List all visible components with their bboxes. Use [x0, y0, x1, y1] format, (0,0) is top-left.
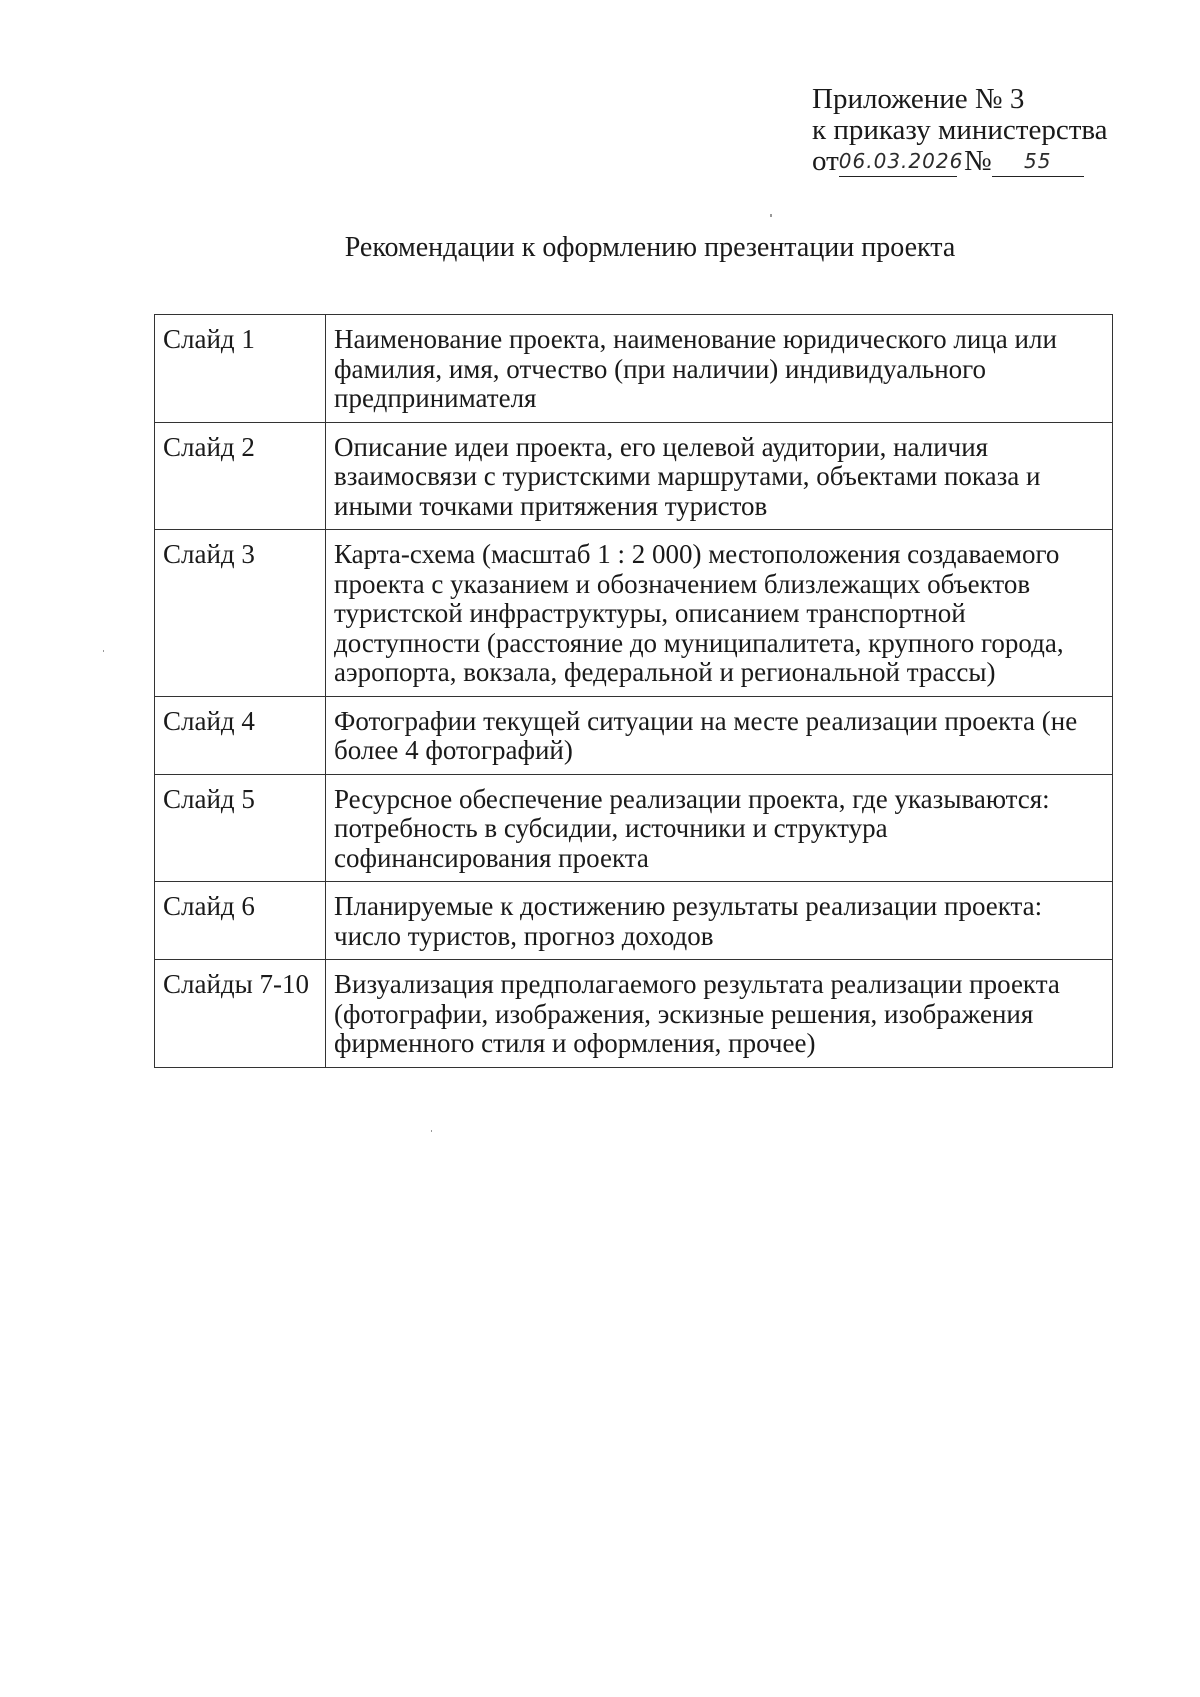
table-row: [155, 774, 1113, 882]
appendix-header: [812, 84, 1112, 177]
document-title: Рекомендации к оформлению презентации проекта: [344, 232, 956, 263]
handwritten-number: 55: [1023, 149, 1052, 173]
scan-speck: [431, 1130, 432, 1132]
table-row: [155, 530, 1113, 697]
slides-table: [154, 314, 1113, 1068]
slide-description-cell: Описание идеи проекта, его целевой аудитории, наличия взаимосвязи с туристскими маршрутами, объектами показа и иными точками притяжения туристов: [326, 422, 1113, 530]
slide-label-cell: Слайд 1: [155, 315, 326, 423]
appendix-order-ref: к приказу министерства: [812, 114, 1108, 146]
slide-description-cell: Наименование проекта, наименование юридического лица или фамилия, имя, отчество (при наличии) индивидуального предпринимателя: [326, 315, 1113, 423]
slide-label-cell: Слайд 3: [155, 530, 326, 697]
date-prefix: от: [812, 145, 839, 177]
table-row: [155, 422, 1113, 530]
handwritten-date: 06.03.2026: [838, 149, 964, 173]
number-blank: [992, 148, 1084, 177]
slide-description-cell: Планируемые к достижению результаты реализации проекта: число туристов, прогноз доходов: [326, 882, 1113, 960]
slide-description-cell: Ресурсное обеспечение реализации проекта, где указываются: потребность в субсидии, источники и структура софинансирования проекта: [326, 774, 1113, 882]
slide-description-cell: Фотографии текущей ситуации на месте реализации проекта (не более 4 фотографий): [326, 696, 1113, 774]
scan-speck: [770, 214, 772, 217]
slide-label-cell: Слайд 4: [155, 696, 326, 774]
slide-label-cell: Слайд 6: [155, 882, 326, 960]
number-prefix: №: [964, 145, 992, 177]
slide-description-cell: Визуализация предполагаемого результата реализации проекта (фотографии, изображения, эскизные решения, изображения фирменного стиля и оформления, прочее): [326, 960, 1113, 1068]
appendix-number: Приложение № 3: [812, 83, 1025, 115]
table-row: [155, 960, 1113, 1068]
table-row: [155, 315, 1113, 423]
slide-label-cell: Слайд 2: [155, 422, 326, 530]
table-row: [155, 882, 1113, 960]
slide-label-cell: Слайд 5: [155, 774, 326, 882]
table-row: [155, 696, 1113, 774]
appendix-date-number-line: [812, 146, 1112, 177]
slides-table-body: [155, 315, 1113, 1068]
date-blank: [838, 148, 964, 177]
slide-description-cell: Карта-схема (масштаб 1 : 2 000) местоположения создаваемого проекта с указанием и обозначением близлежащих объектов туристской инфраструктуры, описанием транспортной доступности (расстояние до муниципалитета, крупного города, аэропорта, вокзала, федеральной и региональной трассы): [326, 530, 1113, 697]
slide-label-cell: Слайды 7-10: [155, 960, 326, 1068]
scan-speck: [103, 650, 104, 652]
